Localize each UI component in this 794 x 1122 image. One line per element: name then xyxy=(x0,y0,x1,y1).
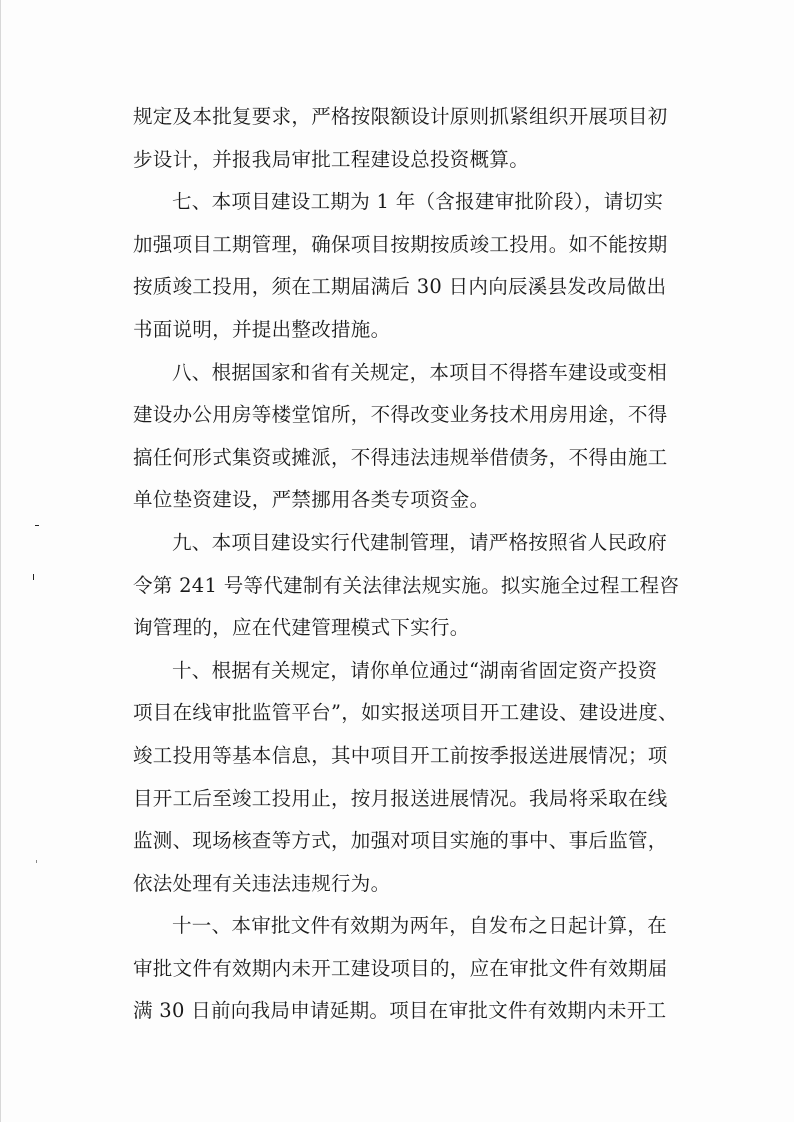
text-line: 加强项目工期管理，确保项目按期按质竣工投用。如不能按期 xyxy=(133,232,668,256)
text-line: 目开工后至竣工投用止，按月报送进展情况。我局将采取在线 xyxy=(133,786,668,810)
scan-speck xyxy=(33,574,34,580)
text-line: 满 30 日前向我局申请延期。项目在审批文件有效期内未开工 xyxy=(133,999,667,1023)
paragraph-continuation xyxy=(133,96,713,181)
paragraph-eleven xyxy=(133,905,713,1033)
text-line: 建设办公用房等楼堂馆所，不得改变业务技术用房用途，不得 xyxy=(133,403,668,427)
text-line: 询管理的，应在代建管理模式下实行。 xyxy=(133,616,470,640)
text-line: 七、本项目建设工期为 1 年（含报建审批阶段），请切实 xyxy=(172,190,664,214)
text-line: 十、根据有关规定，请你单位通过“湖南省固定资产投资 xyxy=(172,658,658,682)
text-line: 步设计，并报我局审批工程建设总投资概算。 xyxy=(133,147,530,171)
text-line: 审批文件有效期内未开工建设项目的，应在审批文件有效期届 xyxy=(133,956,668,980)
text-line: 单位垫资建设，严禁挪用各类专项资金。 xyxy=(133,488,490,512)
text-line: 八、根据国家和省有关规定，本项目不得搭车建设或变相 xyxy=(172,360,668,384)
text-line: 九、本项目建设实行代建制管理，请严格按照省人民政府 xyxy=(172,530,668,554)
text-line: 依法处理有关违法违规行为。 xyxy=(133,871,391,895)
text-line: 搞任何形式集资或摊派，不得违法违规举借债务，不得由施工 xyxy=(133,445,668,469)
text-line: 监测、现场核查等方式，加强对项目实施的事中、事后监管， xyxy=(133,829,668,853)
text-line: 按质竣工投用，须在工期届满后 30 日内向辰溪县发改局做出 xyxy=(133,275,667,299)
document-body xyxy=(133,96,713,1033)
paragraph-nine xyxy=(133,522,713,650)
paragraph-eight xyxy=(133,352,713,522)
scan-speck xyxy=(35,525,39,526)
text-line: 项目在线审批监管平台”，如实报送项目开工建设、建设进度、 xyxy=(133,701,678,725)
scan-speck xyxy=(36,860,37,863)
paragraph-ten xyxy=(133,650,713,906)
text-line: 令第 241 号等代建制有关法律法规实施。拟实施全过程工程咨 xyxy=(133,573,680,597)
text-line: 十一、本审批文件有效期为两年，自发布之日起计算，在 xyxy=(172,914,668,938)
text-line: 规定及本批复要求，严格按限额设计原则抓紧组织开展项目初 xyxy=(133,105,668,128)
text-line: 书面说明，并提出整改措施。 xyxy=(133,317,391,341)
text-line: 竣工投用等基本信息，其中项目开工前按季报送进展情况；项 xyxy=(133,743,668,767)
scan-edge-line xyxy=(0,0,1,1122)
paragraph-seven xyxy=(133,181,713,351)
